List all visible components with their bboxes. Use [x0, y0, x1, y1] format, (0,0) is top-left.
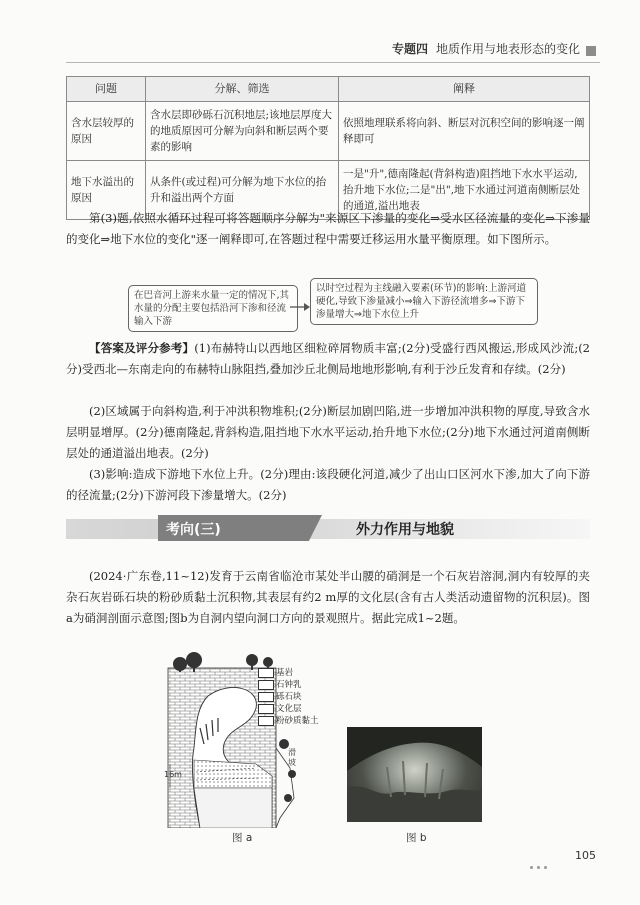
paragraph-explanation: 第(3)题,依照水循环过程可将答题顺序分解为"来源区下渗量的变化⇒受水区径流量的变化⇒下渗量的变化⇒地下水位的变化"逐一阐释即可,在答题过程中需要迁移运用水量平衡原理。如下图所示。 — [66, 211, 590, 246]
answer-part1 — [66, 338, 590, 380]
table-row — [67, 102, 590, 161]
legend-item: 基岩 — [276, 668, 294, 678]
header-title: 地质作用与地表形态的变化 — [435, 42, 580, 56]
flow-left-box: 在巴音河上游来水量一定的情况下,其水量的分配主要包括沿河下渗和径流输入下游 — [128, 285, 298, 332]
section-tag: 考向(三) — [166, 522, 221, 538]
legend-item: 文化层 — [276, 704, 302, 714]
answer-part2: (2)区域属于向斜构造,利于冲洪积物堆积;(2分)断层加剧凹陷,进一步增加冲洪积物的厚度,导致含水层明显增厚。(2分)德南隆起,背斜构造,阻挡地下水水平运动,抬升地下水位;(2分)地下水通过河道南侧断层处的通道溢出地表。(2分) — [66, 404, 590, 460]
section-heading — [66, 515, 590, 541]
legend-item: 砾石块 — [276, 692, 302, 702]
table-header-row — [67, 77, 590, 102]
table-header-breakdown: 分解、筛选 — [146, 77, 339, 102]
legend-item: 石钟乳 — [276, 680, 302, 690]
figure-a-slope-label: 滑坡 — [288, 748, 296, 767]
flow-arrow-icon — [290, 300, 310, 314]
header-text — [392, 40, 580, 57]
analysis-table — [66, 76, 590, 220]
legend-swatch-stalactite — [258, 680, 274, 690]
flow-right-box: 以时空过程为主线融入要素(环节)的影响:上游河道硬化,导致下渗量减小⇒输入下游径流增多⇒下游下渗量增大⇒地下水位上升 — [310, 278, 538, 325]
legend-swatch-silty-clay — [258, 716, 274, 726]
header-square-icon — [586, 46, 596, 56]
answer-part1-text: (1)布赫特山以西地区细粒碎屑物质丰富;(2分)受盛行西风搬运,形成风沙流;(2分)受西北—东南走向的布赫特山脉阻挡,叠加沙丘北侧局地地形影响,有利于沙丘发育和存续。(2分) — [66, 341, 590, 376]
table-cell-question: 含水层较厚的原因 — [67, 102, 146, 161]
table-header-question: 问题 — [67, 77, 146, 102]
section-bar-background — [66, 519, 590, 539]
answer-label: 【答案及评分参考】 — [89, 341, 195, 355]
table-cell-question: 地下水溢出的原因 — [67, 161, 146, 220]
legend-swatch-bedrock — [258, 668, 274, 678]
section-title: 外力作用与地貌 — [356, 522, 454, 538]
page-header — [0, 38, 640, 64]
table-cell-explanation: 一是"升",德南隆起(背斜构造)阻挡地下水水平运动,抬升地下水位;二是"出",地下水通过河道南侧断层处的通道,溢出地表 — [339, 161, 590, 220]
header-topic: 专题四 — [391, 42, 428, 56]
page-number: 105 — [575, 849, 596, 862]
table-cell-breakdown: 从条件(或过程)可分解为地下水位的抬升和溢出两个方面 — [146, 161, 339, 220]
legend-item: 粉砂质黏土 — [276, 716, 319, 726]
answer-part3: (3)影响:造成下游地下水位上升。(2分)理由:该段硬化河道,减少了出山口区河水下渗,加大了向下游的径流量;(2分)下游河段下渗量增大。(2分) — [66, 467, 590, 502]
figure-b-photo — [347, 727, 482, 822]
cave-photo-image — [347, 727, 482, 822]
question-intro: (2024·广东卷,11~12)发育于云南省临沧市某处半山腰的硝洞是一个石灰岩溶洞,洞内有较厚的夹杂石灰岩砾石块的粉砂质黏土沉积物,其表层有约2 m厚的文化层(含有古人类活动遗留物的沉积层)。图a为硝洞剖面示意图;图b为自洞内望向洞口方向的景观照片。据此完成1~2题。 — [66, 569, 590, 625]
table-header-explanation: 阐释 — [339, 77, 590, 102]
figure-a-depth-label: 16m — [164, 770, 182, 779]
figure-b-caption: 图 b — [406, 832, 427, 844]
page-dots-icon — [530, 854, 552, 858]
figure-a-caption: 图 a — [232, 832, 253, 844]
header-divider — [66, 62, 600, 63]
legend-swatch-gravel — [258, 692, 274, 702]
table-cell-explanation: 依照地理联系将向斜、断层对沉积空间的影响逐一阐释即可 — [339, 102, 590, 161]
table-cell-breakdown: 含水层即砂砾石沉积地层;该地层厚度大的地质原因可分解为向斜和断层两个要素的影响 — [146, 102, 339, 161]
legend-swatch-cultural-layer — [258, 704, 274, 714]
